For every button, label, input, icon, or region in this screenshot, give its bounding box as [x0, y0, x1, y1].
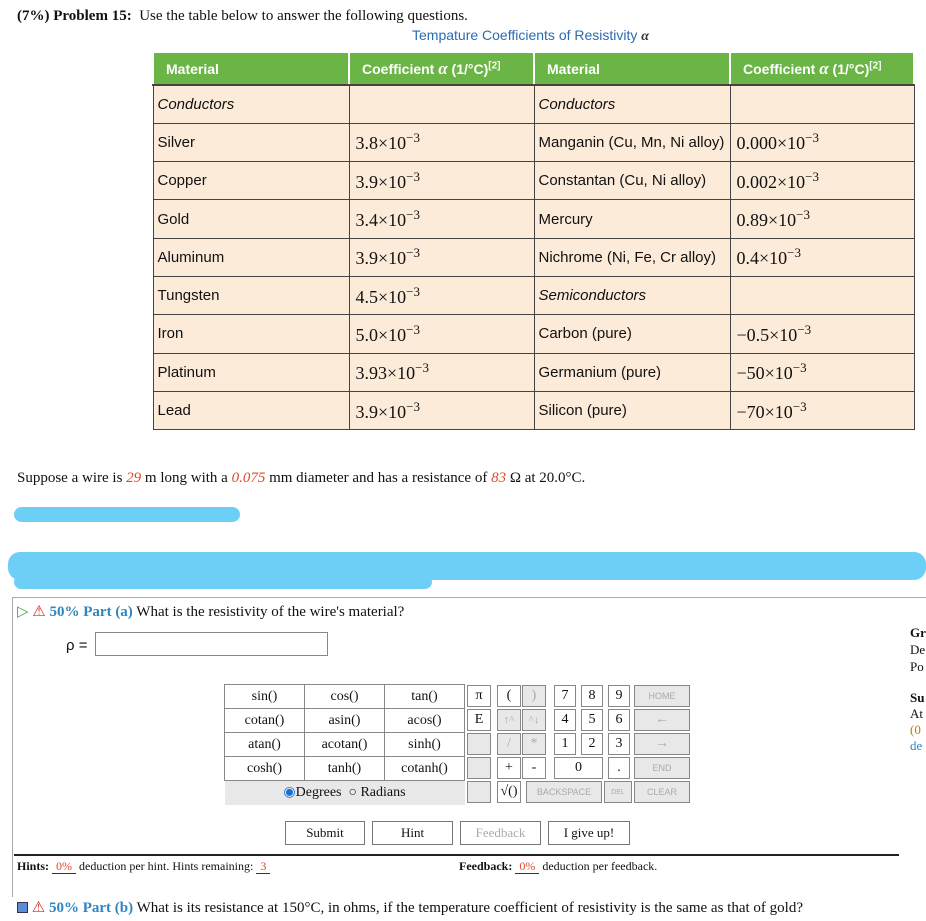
expand-triangle-icon[interactable]: ▷ [17, 604, 29, 620]
answer-input[interactable] [95, 632, 328, 656]
material-cell: Nichrome (Ni, Fe, Cr alloy) [534, 238, 730, 276]
subscript-down-button[interactable]: ^↓ [522, 709, 546, 731]
coefficient-cell: $3.4\times 10^{-3}$ [349, 200, 534, 238]
redaction-bar [14, 575, 432, 589]
digit-7-button[interactable]: 7 [554, 685, 576, 707]
home-button[interactable]: HOME [634, 685, 690, 707]
side-panel: Gr De Po [910, 625, 926, 674]
warning-icon: ⚠ [31, 900, 46, 916]
table-row [153, 162, 914, 200]
material-cell: Semiconductors [534, 276, 730, 314]
table-row [153, 391, 914, 429]
material-cell: Gold [153, 200, 349, 238]
coefficient-cell: $0.89\times 10^{-3}$ [730, 200, 914, 238]
acotan-button[interactable]: acotan() [305, 733, 385, 757]
plus-button[interactable]: + [497, 757, 521, 779]
coefficient-cell: $3.93\times 10^{-3}$ [349, 353, 534, 391]
coefficient-cell: $4.5\times 10^{-3}$ [349, 276, 534, 314]
material-cell: Lead [153, 391, 349, 429]
tan-button[interactable]: tan() [385, 685, 465, 709]
coefficient-cell: $5.0\times 10^{-3}$ [349, 315, 534, 353]
hint-deduction: 0% [52, 859, 76, 874]
header-coefficient-1: Coefficient α (1/°C)[2] [349, 52, 534, 85]
cotan-button[interactable]: cotan() [225, 709, 305, 733]
material-cell: Aluminum [153, 238, 349, 276]
cos-button[interactable]: cos() [305, 685, 385, 709]
delete-button[interactable]: DEL [604, 781, 632, 803]
header-coefficient-2: Coefficient α (1/°C)[2] [730, 52, 914, 85]
material-cell: Platinum [153, 353, 349, 391]
coefficient-cell [349, 85, 534, 123]
warning-icon: ⚠ [32, 604, 46, 620]
coefficient-cell: $-50\times 10^{-3}$ [730, 353, 914, 391]
table-row [153, 353, 914, 391]
problem-statement [17, 8, 468, 25]
coefficient-cell: $3.9\times 10^{-3}$ [349, 391, 534, 429]
superscript-up-button[interactable]: ↑^ [497, 709, 521, 731]
right-arrow-button[interactable]: → [634, 733, 690, 755]
empty-key [467, 781, 491, 803]
clear-button[interactable]: CLEAR [634, 781, 690, 803]
material-cell: Conductors [534, 85, 730, 123]
digit-4-button[interactable]: 4 [554, 709, 576, 731]
digit-6-button[interactable]: 6 [608, 709, 630, 731]
minus-button[interactable]: - [522, 757, 546, 779]
side-panel-summary: Su At (0 de [910, 690, 925, 753]
material-cell: Silicon (pure) [534, 391, 730, 429]
coefficient-cell [730, 276, 914, 314]
problem-label: Problem 15: [53, 8, 132, 24]
cotanh-button[interactable]: cotanh() [385, 757, 465, 781]
material-cell: Copper [153, 162, 349, 200]
table-row [153, 276, 914, 314]
header-material-1: Material [153, 52, 349, 85]
digit-1-button[interactable]: 1 [554, 733, 576, 755]
digit-5-button[interactable]: 5 [581, 709, 603, 731]
submit-button[interactable]: Submit [285, 821, 365, 845]
table-caption: Tempature Coefficients of Resistivity α [412, 27, 650, 44]
asin-button[interactable]: asin() [305, 709, 385, 733]
diameter-value: 0.075 [231, 470, 266, 486]
coefficient-cell: $-0.5\times 10^{-3}$ [730, 315, 914, 353]
scenario-text: Suppose a wire is 29 m long with a 0.075 mm diameter and has a resistance of 83 Ω at 20.0°C. [17, 470, 586, 486]
feedback-deduction: 0% [515, 859, 539, 874]
empty-key [467, 733, 491, 755]
coefficient-cell: $3.8\times 10^{-3}$ [349, 123, 534, 161]
radians-radio[interactable]: ○ [348, 785, 357, 801]
rho-label: ρ = [66, 637, 88, 654]
table-row [153, 123, 914, 161]
give-up-button[interactable]: I give up! [548, 821, 630, 845]
hint-button[interactable]: Hint [372, 821, 453, 845]
part-b-header [17, 898, 803, 917]
table-row [153, 238, 914, 276]
tanh-button[interactable]: tanh() [305, 757, 385, 781]
sin-button[interactable]: sin() [225, 685, 305, 709]
coefficient-cell: $0.4\times 10^{-3}$ [730, 238, 914, 276]
radians-label: Radians [360, 785, 406, 801]
decimal-button[interactable]: . [608, 757, 630, 779]
feedback-info: Feedback: 0% deduction per feedback. [459, 859, 658, 873]
table-row [153, 85, 914, 123]
end-button[interactable]: END [634, 757, 690, 779]
length-value: 29 [126, 470, 142, 486]
resistance-value: 83 [491, 470, 507, 486]
empty-key [467, 757, 491, 779]
atan-button[interactable]: atan() [225, 733, 305, 757]
part-a-header [17, 602, 404, 621]
degrees-label: Degrees [295, 785, 342, 801]
table-row [153, 200, 914, 238]
material-cell: Tungsten [153, 276, 349, 314]
alpha-symbol: α [641, 29, 650, 44]
degrees-radio[interactable]: ◉ [283, 785, 296, 801]
coefficient-cell: $3.9\times 10^{-3}$ [349, 238, 534, 276]
coefficient-cell: $-70\times 10^{-3}$ [730, 391, 914, 429]
hints-remaining: 3 [256, 859, 270, 874]
digit-9-button[interactable]: 9 [608, 685, 630, 707]
material-cell: Mercury [534, 200, 730, 238]
coefficient-cell [730, 85, 914, 123]
digit-8-button[interactable]: 8 [581, 685, 603, 707]
angle-mode-row [225, 781, 465, 805]
header-material-2: Material [534, 52, 730, 85]
material-cell: Manganin (Cu, Mn, Ni alloy) [534, 123, 730, 161]
hints-info: Hints: 0% deduction per hint. Hints remaining: 3 [17, 859, 270, 874]
coefficient-cell: $3.9\times 10^{-3}$ [349, 162, 534, 200]
feedback-button[interactable]: Feedback [460, 821, 541, 845]
part-b-question: What is its resistance at 150°C, in ohms, if the temperature coefficient of resistivity is the same as that of gold? [136, 900, 803, 916]
part-b-weight: 50% Part (b) [48, 900, 134, 916]
material-cell: Conductors [153, 85, 349, 123]
cosh-button[interactable]: cosh() [225, 757, 305, 781]
table-row [153, 315, 914, 353]
pi-button[interactable]: π [467, 685, 491, 707]
problem-weight: (7%) [17, 8, 50, 24]
divide-button[interactable]: / [497, 733, 521, 755]
collapse-icon[interactable] [17, 902, 28, 913]
digit-2-button[interactable]: 2 [581, 733, 603, 755]
close-paren-button[interactable]: ) [522, 685, 546, 707]
material-cell: Silver [153, 123, 349, 161]
open-paren-button[interactable]: ( [497, 685, 521, 707]
e-button[interactable]: E [467, 709, 491, 731]
backspace-button[interactable]: BACKSPACE [526, 781, 602, 803]
material-cell: Germanium (pure) [534, 353, 730, 391]
divider [14, 854, 899, 856]
multiply-button[interactable]: * [522, 733, 546, 755]
sqrt-button[interactable]: √() [497, 781, 521, 803]
problem-instruction: Use the table below to answer the following questions. [139, 8, 468, 24]
resistivity-table [152, 51, 915, 430]
coefficient-cell: $0.002\times 10^{-3}$ [730, 162, 914, 200]
coefficient-cell: $0.000\times 10^{-3}$ [730, 123, 914, 161]
acos-button[interactable]: acos() [385, 709, 465, 733]
material-cell: Constantan (Cu, Ni alloy) [534, 162, 730, 200]
material-cell: Carbon (pure) [534, 315, 730, 353]
part-a-question: What is the resistivity of the wire's material? [136, 604, 405, 620]
sinh-button[interactable]: sinh() [385, 733, 465, 757]
digit-3-button[interactable]: 3 [608, 733, 630, 755]
redaction-bar [14, 507, 240, 522]
function-keypad [224, 684, 465, 805]
digit-0-button[interactable]: 0 [554, 757, 603, 779]
left-arrow-button[interactable]: ← [634, 709, 690, 731]
part-a-weight: 50% Part (a) [49, 604, 133, 620]
material-cell: Iron [153, 315, 349, 353]
